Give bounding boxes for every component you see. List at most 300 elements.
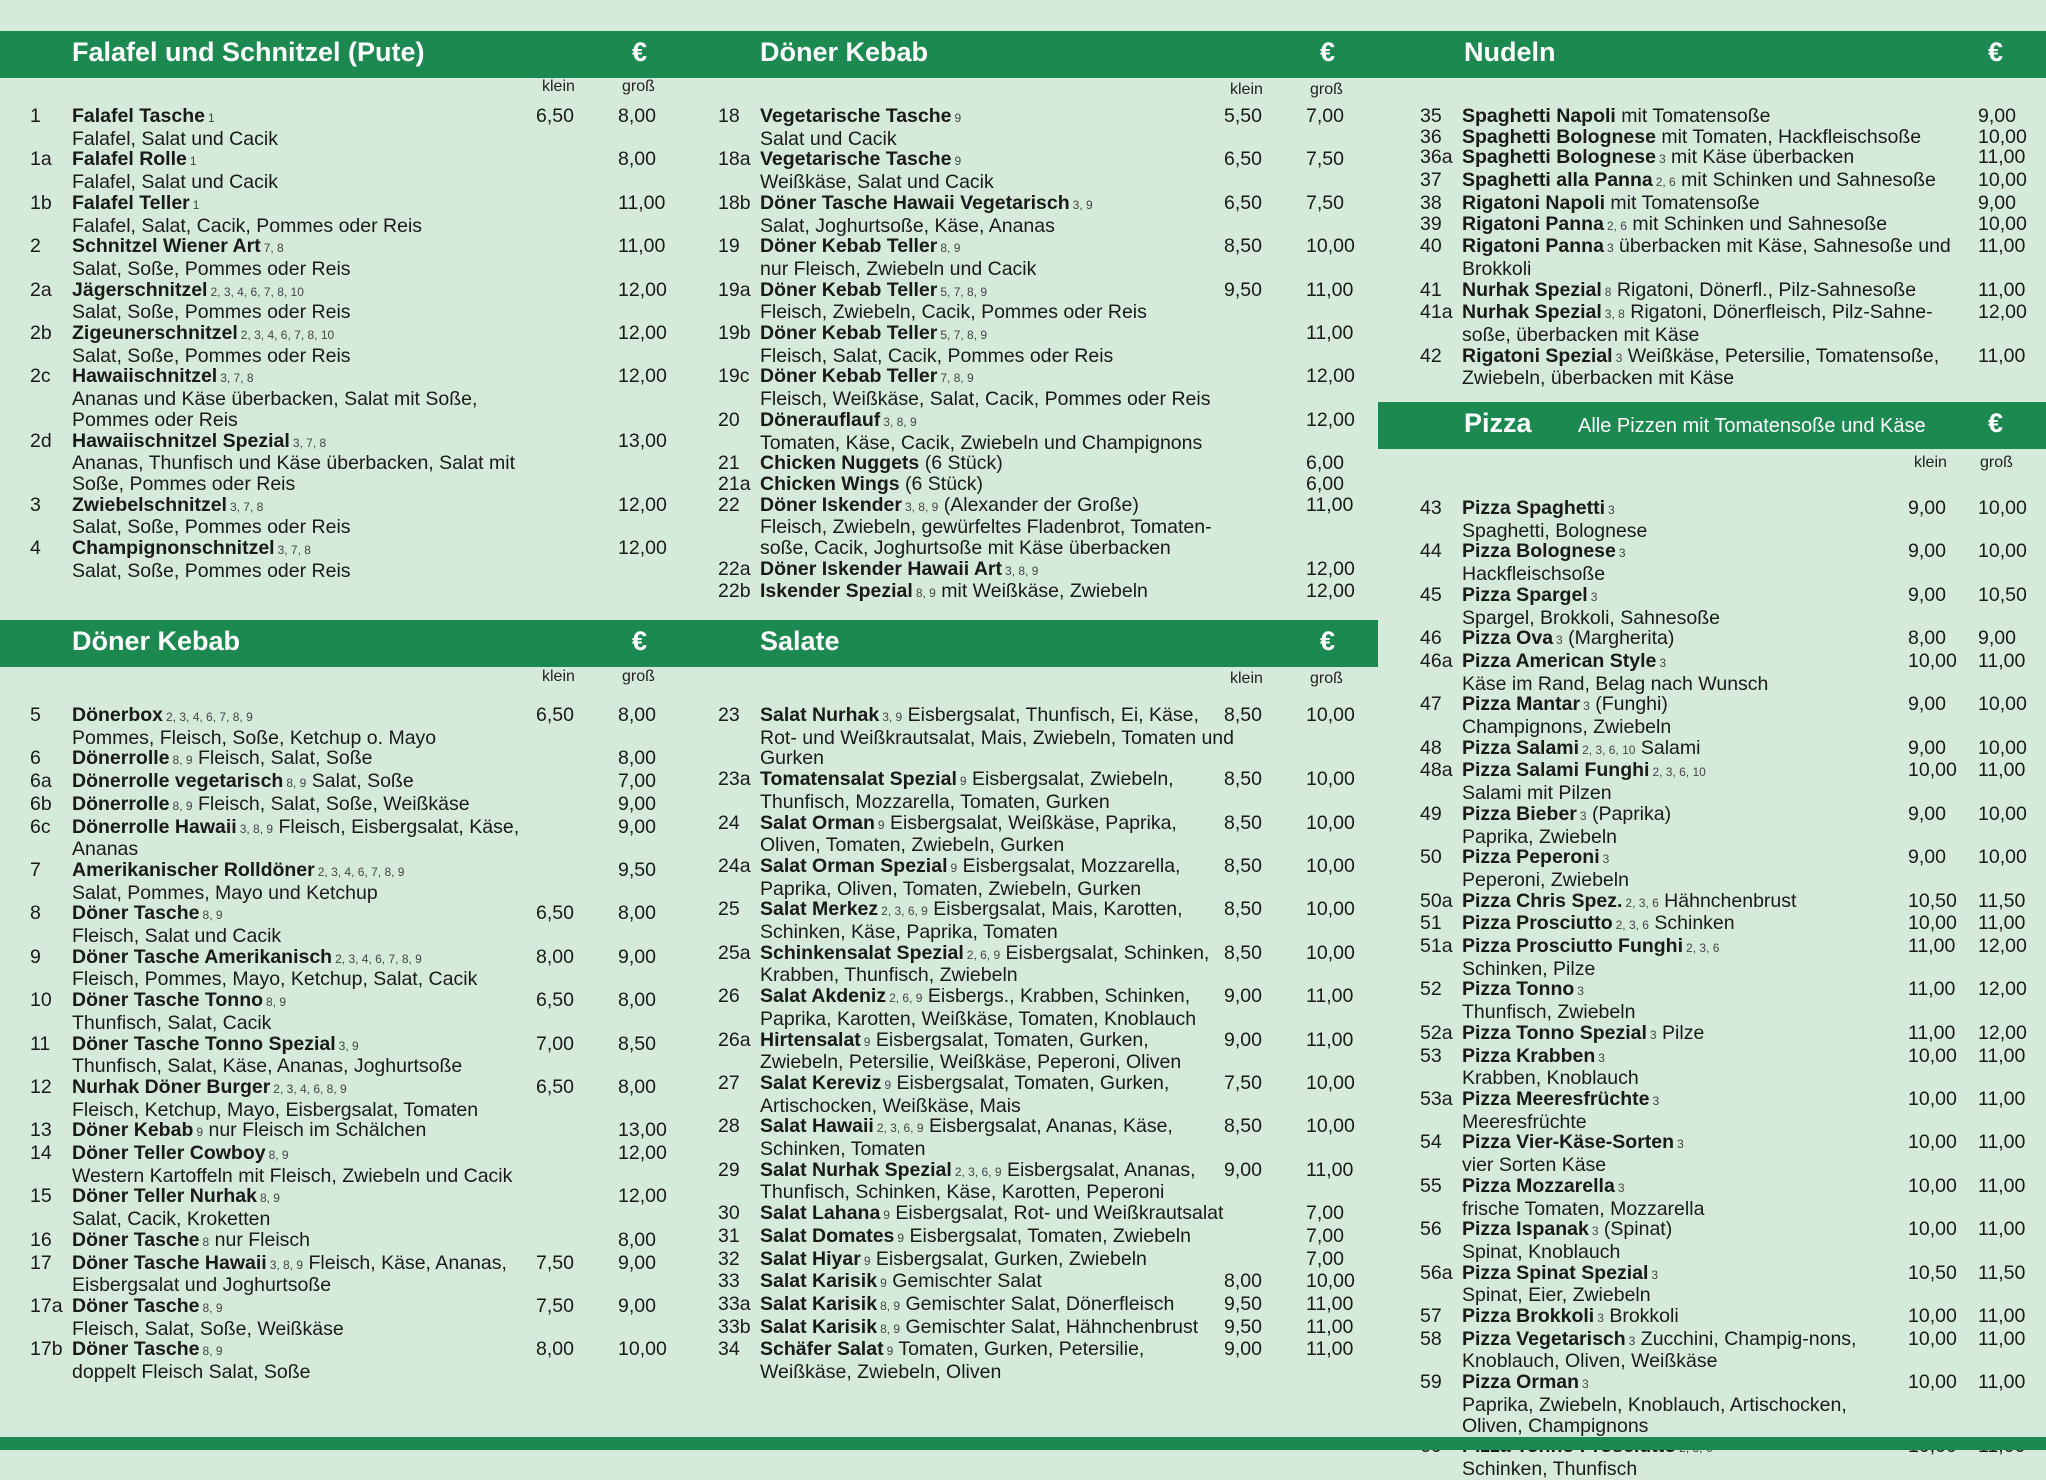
item-inline-desc: mit Schinken und Sahnesoße — [1632, 212, 1888, 235]
item-allergens: 8, 9 — [286, 776, 307, 791]
item-allergens: 3 — [1590, 589, 1598, 604]
menu-item — [30, 236, 676, 279]
price-small: 8,50 — [1224, 704, 1262, 726]
size-large-label: groß — [1310, 670, 1343, 687]
item-allergens: 3 — [1608, 503, 1615, 517]
item-allergens: 7, 8, 9 — [940, 371, 974, 386]
price-large: 10,00 — [1306, 704, 1355, 726]
menu-item — [1420, 127, 2034, 148]
item-inline-desc: Fleisch, Eisbergsalat, Käse, Ananas — [72, 815, 520, 861]
price-small: 8,00 — [1224, 1270, 1262, 1293]
menu-item — [1420, 694, 2034, 737]
item-desc: Salami mit Pilzen — [1462, 782, 1612, 805]
price-large: 11,00 — [1306, 985, 1354, 1008]
price-large: 10,00 — [1978, 846, 2027, 869]
section-header-nudeln — [1378, 31, 2046, 78]
item-allergens: 1 — [189, 154, 197, 169]
item-text — [72, 1034, 546, 1077]
item-name: Nurhak Spezial — [1462, 301, 1602, 324]
price-large: 7,50 — [1306, 191, 1344, 214]
item-text — [1462, 1176, 1904, 1219]
item-number: 54 — [1420, 1131, 1442, 1154]
price-large: 11,00 — [1306, 322, 1354, 345]
item-allergens: 3, 7, 8 — [220, 371, 254, 386]
menu-item — [1420, 170, 2034, 193]
section-header-doener-2 — [0, 620, 690, 667]
menu-item — [30, 903, 676, 946]
item-name: Hawaiischnitzel — [72, 365, 218, 388]
menu-item — [1420, 651, 2034, 694]
menu-item — [30, 1143, 676, 1186]
price-small: 10,50 — [1908, 889, 1957, 912]
item-allergens: 8, 9 — [880, 1298, 901, 1313]
price-large: 10,00 — [1978, 497, 2027, 519]
item-name: Falafel Teller — [72, 191, 190, 214]
item-inline-desc: (Margherita) — [1568, 627, 1675, 650]
item-text — [72, 817, 546, 860]
price-large: 9,00 — [1978, 191, 2016, 214]
item-allergens: 9 — [950, 860, 958, 875]
item-allergens: 2, 3, 6 — [1625, 895, 1659, 910]
menu-item — [30, 1186, 676, 1229]
item-number: 22b — [718, 580, 751, 603]
price-large: 11,00 — [1306, 1338, 1354, 1361]
menu-item — [30, 947, 676, 990]
item-text — [72, 1339, 546, 1382]
price-large: 11,00 — [1978, 1305, 2026, 1328]
item-allergens: 2, 3, 6 — [1615, 918, 1649, 933]
section-subtitle: Alle Pizzen mit Tomatensoße und Käse — [1578, 415, 1926, 437]
item-name: Salat Domates — [760, 1224, 895, 1247]
item-inline-desc: mit Käse überbacken — [1671, 146, 1855, 169]
menu-item — [718, 559, 1366, 582]
item-allergens: 8, 9 — [259, 1191, 280, 1206]
item-text — [72, 947, 546, 990]
price-large: 12,00 — [618, 365, 667, 388]
item-name: Salat Karisik — [760, 1292, 878, 1315]
price-large: 11,00 — [618, 235, 666, 258]
section-title: Falafel und Schnitzel (Pute) — [72, 37, 425, 67]
item-name: Dönerrolle — [72, 792, 170, 815]
price-small: 8,00 — [1908, 627, 1946, 650]
item-desc: doppelt Fleisch Salat, Soße — [72, 1361, 311, 1384]
item-inline-desc: Eisbergsalat, Ananas, Thunfisch, Schinken, Käse, Karotten, Peperoni — [760, 1158, 1196, 1204]
item-number: 33a — [718, 1292, 751, 1315]
item-name: Döner Kebab Teller — [760, 322, 938, 345]
item-number: 8 — [30, 902, 41, 925]
item-name: Tomatensalat Spezial — [760, 768, 957, 791]
item-desc: Fleisch, Ketchup, Mayo, Eisbergsalat, Tomaten — [72, 1098, 479, 1121]
item-text — [760, 705, 1236, 769]
price-large: 9,50 — [618, 858, 656, 881]
price-small: 5,50 — [1224, 105, 1262, 127]
menu-item — [718, 1116, 1366, 1159]
item-inline-desc: Eisbergs., Krabben, Schinken, Paprika, Karotten, Weißkäse, Tomaten, Knoblauch — [760, 985, 1197, 1030]
item-name: Döner Tasche — [72, 1294, 200, 1317]
item-text — [1462, 147, 1964, 170]
item-number: 26a — [718, 1028, 751, 1051]
section-header-doener-1 — [690, 31, 1378, 78]
item-name: Rigatoni Panna — [1462, 235, 1604, 258]
item-inline-desc: (Alexander der Große) — [943, 493, 1139, 516]
item-allergens: 3, 8, 9 — [904, 499, 939, 514]
price-small: 9,00 — [1908, 583, 1946, 606]
price-large: 11,00 — [1306, 278, 1354, 301]
item-name: Salat Orman — [760, 811, 875, 834]
item-text — [1462, 979, 1904, 1022]
item-name: Dönerrolle Hawaii — [72, 815, 237, 838]
item-text — [72, 538, 546, 581]
item-desc: Fleisch, Zwiebeln, gewürfeltes Fladenbrot, Tomaten-soße, Cacik, Joghurtsoße mit Käse überbacken — [760, 516, 1212, 560]
item-allergens: 3 — [1602, 852, 1610, 867]
item-desc: frische Tomaten, Mozzarella — [1462, 1197, 1705, 1220]
price-small: 8,50 — [1224, 898, 1262, 921]
menu-item — [30, 705, 676, 748]
item-number: 39 — [1420, 212, 1442, 235]
item-text — [72, 366, 546, 430]
item-name: Schnitzel Wiener Art — [72, 235, 261, 258]
item-inline-desc: (Funghi) — [1595, 693, 1668, 716]
item-number: 13 — [30, 1119, 52, 1142]
item-number: 2d — [30, 429, 52, 452]
item-name: Salat Nurhak Spezial — [760, 1158, 952, 1181]
item-inline-desc: mit Schinken und Sahnesoße — [1681, 169, 1936, 192]
item-allergens: 2, 3, 6, 9 — [954, 1164, 1002, 1179]
item-number: 1a — [30, 148, 52, 171]
item-name: Chicken Wings — [760, 472, 900, 495]
item-number: 2 — [30, 235, 41, 258]
size-large-label: groß — [1980, 454, 2013, 471]
menu-item — [30, 149, 676, 192]
item-number: 36a — [1420, 146, 1453, 169]
price-small: 11,00 — [1908, 978, 1956, 1001]
item-allergens: 8 — [202, 1234, 210, 1249]
item-text — [1462, 738, 1904, 761]
price-small: 10,00 — [1908, 1371, 1957, 1394]
item-allergens: 9 — [954, 111, 962, 125]
item-allergens: 2, 3, 4, 6, 7, 8, 9 — [335, 951, 422, 966]
menu-item — [1420, 1046, 2034, 1089]
item-number: 20 — [718, 408, 740, 431]
item-allergens: 3, 8, 9 — [239, 821, 274, 836]
price-small: 10,00 — [1908, 1131, 1957, 1154]
price-large: 8,00 — [618, 747, 656, 770]
item-name: Pizza American Style — [1462, 649, 1657, 672]
price-large: 8,50 — [618, 1032, 656, 1055]
item-allergens: 7, 8 — [263, 241, 284, 256]
menu-item — [30, 431, 676, 495]
item-name: Pizza Prosciutto Funghi — [1462, 935, 1684, 958]
price-large: 9,00 — [618, 1251, 656, 1274]
price-large: 11,00 — [1978, 1044, 2026, 1067]
item-desc: Spinat, Knoblauch — [1462, 1240, 1621, 1263]
price-large: 11,00 — [1978, 1087, 2026, 1110]
price-large: 12,00 — [618, 278, 667, 301]
item-name: Pizza Spargel — [1462, 583, 1588, 606]
price-large: 11,50 — [1978, 889, 2026, 912]
item-text — [72, 705, 546, 748]
menu-item — [1420, 1263, 2034, 1306]
price-small: 6,50 — [536, 989, 574, 1012]
item-text — [760, 581, 1236, 604]
item-allergens: 3, 9 — [882, 710, 903, 724]
item-text — [1462, 1132, 1904, 1175]
item-allergens: 3 — [1597, 1311, 1604, 1326]
item-allergens: 3 — [1582, 1377, 1589, 1392]
menu-item — [30, 1120, 676, 1143]
price-large: 12,00 — [1306, 365, 1355, 388]
menu-item — [718, 1226, 1366, 1249]
item-name: Pizza Peperoni — [1462, 846, 1600, 869]
item-text — [72, 106, 546, 149]
euro-icon: € — [1988, 37, 2004, 67]
item-desc: Fleisch, Salat, Soße, Weißkäse — [72, 1317, 344, 1340]
item-text — [760, 366, 1236, 409]
item-desc: Fleisch, Pommes, Mayo, Ketchup, Salat, Cacik — [72, 968, 478, 991]
item-name: Pizza Vegetarisch — [1462, 1327, 1626, 1350]
item-text — [1462, 170, 1964, 193]
item-number: 59 — [1420, 1371, 1442, 1394]
price-small: 7,00 — [536, 1032, 574, 1055]
item-name: Dönerauflauf — [760, 408, 881, 431]
item-text — [72, 860, 546, 903]
section-header-salate — [690, 620, 1378, 667]
section-title: Nudeln — [1464, 37, 1556, 67]
price-large: 12,00 — [1978, 301, 2027, 324]
menu-item — [718, 236, 1366, 279]
menu-item — [718, 280, 1366, 323]
menu-item — [1420, 1176, 2034, 1219]
item-name: Döner Tasche — [72, 1338, 200, 1361]
menu-item — [30, 1077, 676, 1120]
item-inline-desc: Zucchini, Champig-nons, Knoblauch, Oliven, Weißkäse — [1462, 1327, 1857, 1373]
price-small: 8,50 — [1224, 1115, 1262, 1138]
item-number: 44 — [1420, 540, 1442, 563]
item-inline-desc: Eisbergsalat, Thunfisch, Ei, Käse, Rot- und Weißkrautsalat, Mais, Zwiebeln, Tomaten und Gurken — [760, 704, 1234, 770]
item-text — [760, 323, 1236, 366]
menu-item — [1420, 979, 2034, 1022]
item-name: Pizza Meeresfrüchte — [1462, 1087, 1650, 1110]
price-small: 10,00 — [1908, 1305, 1957, 1328]
section-header-falafel — [0, 31, 690, 78]
menu-item — [1420, 760, 2034, 803]
price-large: 11,00 — [1978, 235, 2026, 258]
item-text — [760, 1339, 1236, 1382]
item-text — [72, 1230, 546, 1253]
item-name: Spaghetti Bolognese — [1462, 125, 1656, 148]
item-number: 41 — [1420, 278, 1442, 301]
price-large: 12,00 — [1978, 1021, 2027, 1044]
item-desc: Ananas, Thunfisch und Käse überbacken, Salat mit Soße, Pommes oder Reis — [72, 452, 515, 495]
item-text — [1462, 280, 1964, 303]
item-text — [72, 748, 546, 771]
menu-list-nudeln — [1420, 106, 2034, 389]
price-large: 10,00 — [1978, 540, 2027, 563]
price-large: 11,00 — [1978, 344, 2026, 367]
menu-item — [30, 366, 676, 430]
price-small: 9,00 — [1908, 497, 1946, 519]
item-allergens: 3, 9 — [1072, 197, 1093, 212]
item-text — [760, 899, 1236, 942]
item-desc: Fleisch, Zwiebeln, Cacik, Pommes oder Reis — [760, 301, 1147, 324]
section-title: Salate — [760, 626, 840, 656]
price-small: 10,00 — [1908, 759, 1957, 782]
item-text — [72, 431, 546, 495]
item-number: 17a — [30, 1294, 63, 1317]
item-name: Dönerrolle — [72, 747, 170, 770]
menu-item — [1420, 1372, 2034, 1436]
item-allergens: 9 — [196, 1125, 204, 1140]
menu-item — [718, 943, 1366, 986]
price-large: 8,00 — [618, 1075, 656, 1098]
item-name: Rigatoni Spezial — [1462, 344, 1613, 367]
item-number: 16 — [30, 1228, 52, 1251]
item-text — [1462, 585, 1904, 628]
item-text — [760, 1160, 1236, 1203]
item-number: 2b — [30, 322, 52, 345]
item-allergens: 2, 3, 4, 6, 8, 9 — [273, 1081, 347, 1096]
price-small: 10,00 — [1908, 912, 1957, 935]
menu-list-falafel — [30, 106, 676, 581]
item-text — [760, 856, 1236, 899]
item-name: Dönerbox — [72, 704, 164, 726]
item-name: Pizza Vier-Käse-Sorten — [1462, 1131, 1675, 1154]
item-name: Salat Nurhak — [760, 704, 880, 726]
item-name: Falafel Rolle — [72, 148, 187, 171]
item-text — [760, 1073, 1236, 1116]
item-inline-desc: Eisbergsalat, Mozzarella, Paprika, Oliven, Tomaten, Zwiebeln, Gurken — [760, 854, 1181, 900]
item-allergens: 9 — [877, 817, 885, 832]
item-text — [72, 193, 546, 236]
menu-item — [30, 1034, 676, 1077]
item-number: 6c — [30, 815, 51, 838]
item-inline-desc: (6 Stück) — [924, 452, 1003, 475]
item-allergens: 8, 9 — [266, 995, 287, 1010]
item-inline-desc: Eisbergsalat, Rot- und Weißkrautsalat — [895, 1202, 1224, 1225]
item-name: Hirtensalat — [760, 1028, 861, 1051]
item-name: Dönerrolle vegetarisch — [72, 770, 284, 793]
item-number: 51a — [1420, 935, 1453, 958]
item-number: 9 — [30, 945, 41, 968]
price-small: 7,50 — [536, 1294, 574, 1317]
price-large: 8,00 — [618, 989, 656, 1012]
item-number: 18b — [718, 191, 751, 214]
price-large: 11,00 — [1978, 759, 2026, 782]
menu-item — [1420, 280, 2034, 303]
price-small: 6,50 — [536, 1075, 574, 1098]
item-name: Pizza Mantar — [1462, 693, 1581, 716]
item-allergens: 1 — [192, 197, 200, 212]
item-desc: Hackfleischsoße — [1462, 563, 1606, 586]
item-allergens: 3 — [1658, 152, 1666, 167]
item-name: Pizza Orman — [1462, 1371, 1580, 1394]
item-allergens: 3 — [1583, 699, 1590, 714]
section-title: Pizza — [1464, 408, 1532, 438]
price-large: 6,00 — [1306, 472, 1344, 495]
price-large: 9,00 — [1978, 627, 2016, 650]
menu-item — [1420, 1306, 2034, 1329]
item-allergens: 3, 7, 8 — [229, 499, 264, 514]
item-text — [760, 1249, 1236, 1272]
item-name: Pizza Salami Funghi — [1462, 759, 1650, 782]
item-name: Pizza Spinat Spezial — [1462, 1261, 1649, 1284]
item-text — [1462, 1023, 1904, 1046]
price-large: 11,00 — [1978, 1218, 2026, 1241]
item-number: 42 — [1420, 344, 1442, 367]
menu-list-salate — [718, 705, 1366, 1383]
euro-icon: € — [1320, 626, 1336, 656]
item-name: Chicken Nuggets — [760, 452, 920, 475]
item-number: 26 — [718, 985, 740, 1008]
price-small: 11,00 — [1908, 1021, 1956, 1044]
item-allergens: 3 — [1649, 1027, 1657, 1042]
section-header-pizza — [1378, 402, 2046, 449]
item-number: 24 — [718, 811, 740, 834]
item-allergens: 9 — [897, 1230, 905, 1245]
menu-list-pizza — [1420, 498, 2034, 1480]
item-inline-desc: Rigatoni, Dönerfl., Pilz-Sahnesoße — [1616, 278, 1917, 301]
menu-list-doener-1 — [718, 106, 1366, 604]
item-name: Amerikanischer Rolldöner — [72, 858, 315, 881]
item-name: Döner Kebab Teller — [760, 278, 938, 301]
menu-item — [30, 817, 676, 860]
item-allergens: 8, 9 — [940, 241, 961, 256]
item-desc: Fleisch, Salat und Cacik — [72, 925, 282, 948]
item-text — [72, 1143, 546, 1186]
item-name: Pizza Salami — [1462, 736, 1580, 759]
item-name: Pizza Chris Spez. — [1462, 889, 1623, 912]
item-text — [72, 495, 546, 538]
item-inline-desc: Gemischter Salat — [892, 1270, 1042, 1293]
item-number: 53a — [1420, 1087, 1453, 1110]
item-inline-desc: Rigatoni, Dönerfleisch, Pilz-Sahne-soße, überbacken mit Käse — [1462, 301, 1933, 347]
item-desc: Salat, Cacik, Kroketten — [72, 1208, 271, 1231]
item-name: Falafel Tasche — [72, 105, 205, 127]
menu-item — [718, 705, 1366, 769]
menu-item — [718, 1073, 1366, 1116]
menu-item — [1420, 1329, 2034, 1372]
item-number: 21 — [718, 452, 740, 475]
item-text — [1462, 694, 1904, 737]
item-text — [760, 1317, 1236, 1340]
price-large: 9,00 — [618, 815, 656, 838]
item-number: 7 — [30, 858, 41, 881]
item-text — [760, 1271, 1236, 1294]
menu-item — [718, 899, 1366, 942]
euro-icon: € — [1320, 37, 1336, 67]
price-large: 9,00 — [618, 1294, 656, 1317]
menu-item — [718, 495, 1366, 559]
item-inline-desc: mit Tomaten, Hackfleischsoße — [1661, 125, 1922, 148]
menu-item — [718, 1203, 1366, 1226]
item-number: 19b — [718, 322, 751, 345]
item-desc: Eisbergsalat und Joghurtsoße — [72, 1274, 332, 1297]
item-desc: nur Fleisch, Zwiebeln und Cacik — [760, 257, 1037, 280]
price-large: 11,00 — [1306, 1158, 1354, 1181]
menu-item — [30, 748, 676, 771]
menu-item — [718, 474, 1366, 495]
item-inline-desc: Eisbergsalat, Mais, Karotten, Schinken, Käse, Paprika, Tomaten — [760, 898, 1183, 944]
price-large: 11,00 — [618, 191, 666, 214]
item-desc: Weißkäse, Salat und Cacik — [760, 171, 994, 194]
item-allergens: 8, 9 — [172, 798, 193, 813]
item-desc: Spaghetti, Bolognese — [1462, 519, 1648, 542]
menu-item — [718, 813, 1366, 856]
item-number: 36 — [1420, 125, 1442, 148]
item-number: 56 — [1420, 1218, 1442, 1241]
menu-item — [1420, 1219, 2034, 1262]
item-inline-desc: Eisbergsalat, Gurken, Zwiebeln — [875, 1247, 1147, 1270]
